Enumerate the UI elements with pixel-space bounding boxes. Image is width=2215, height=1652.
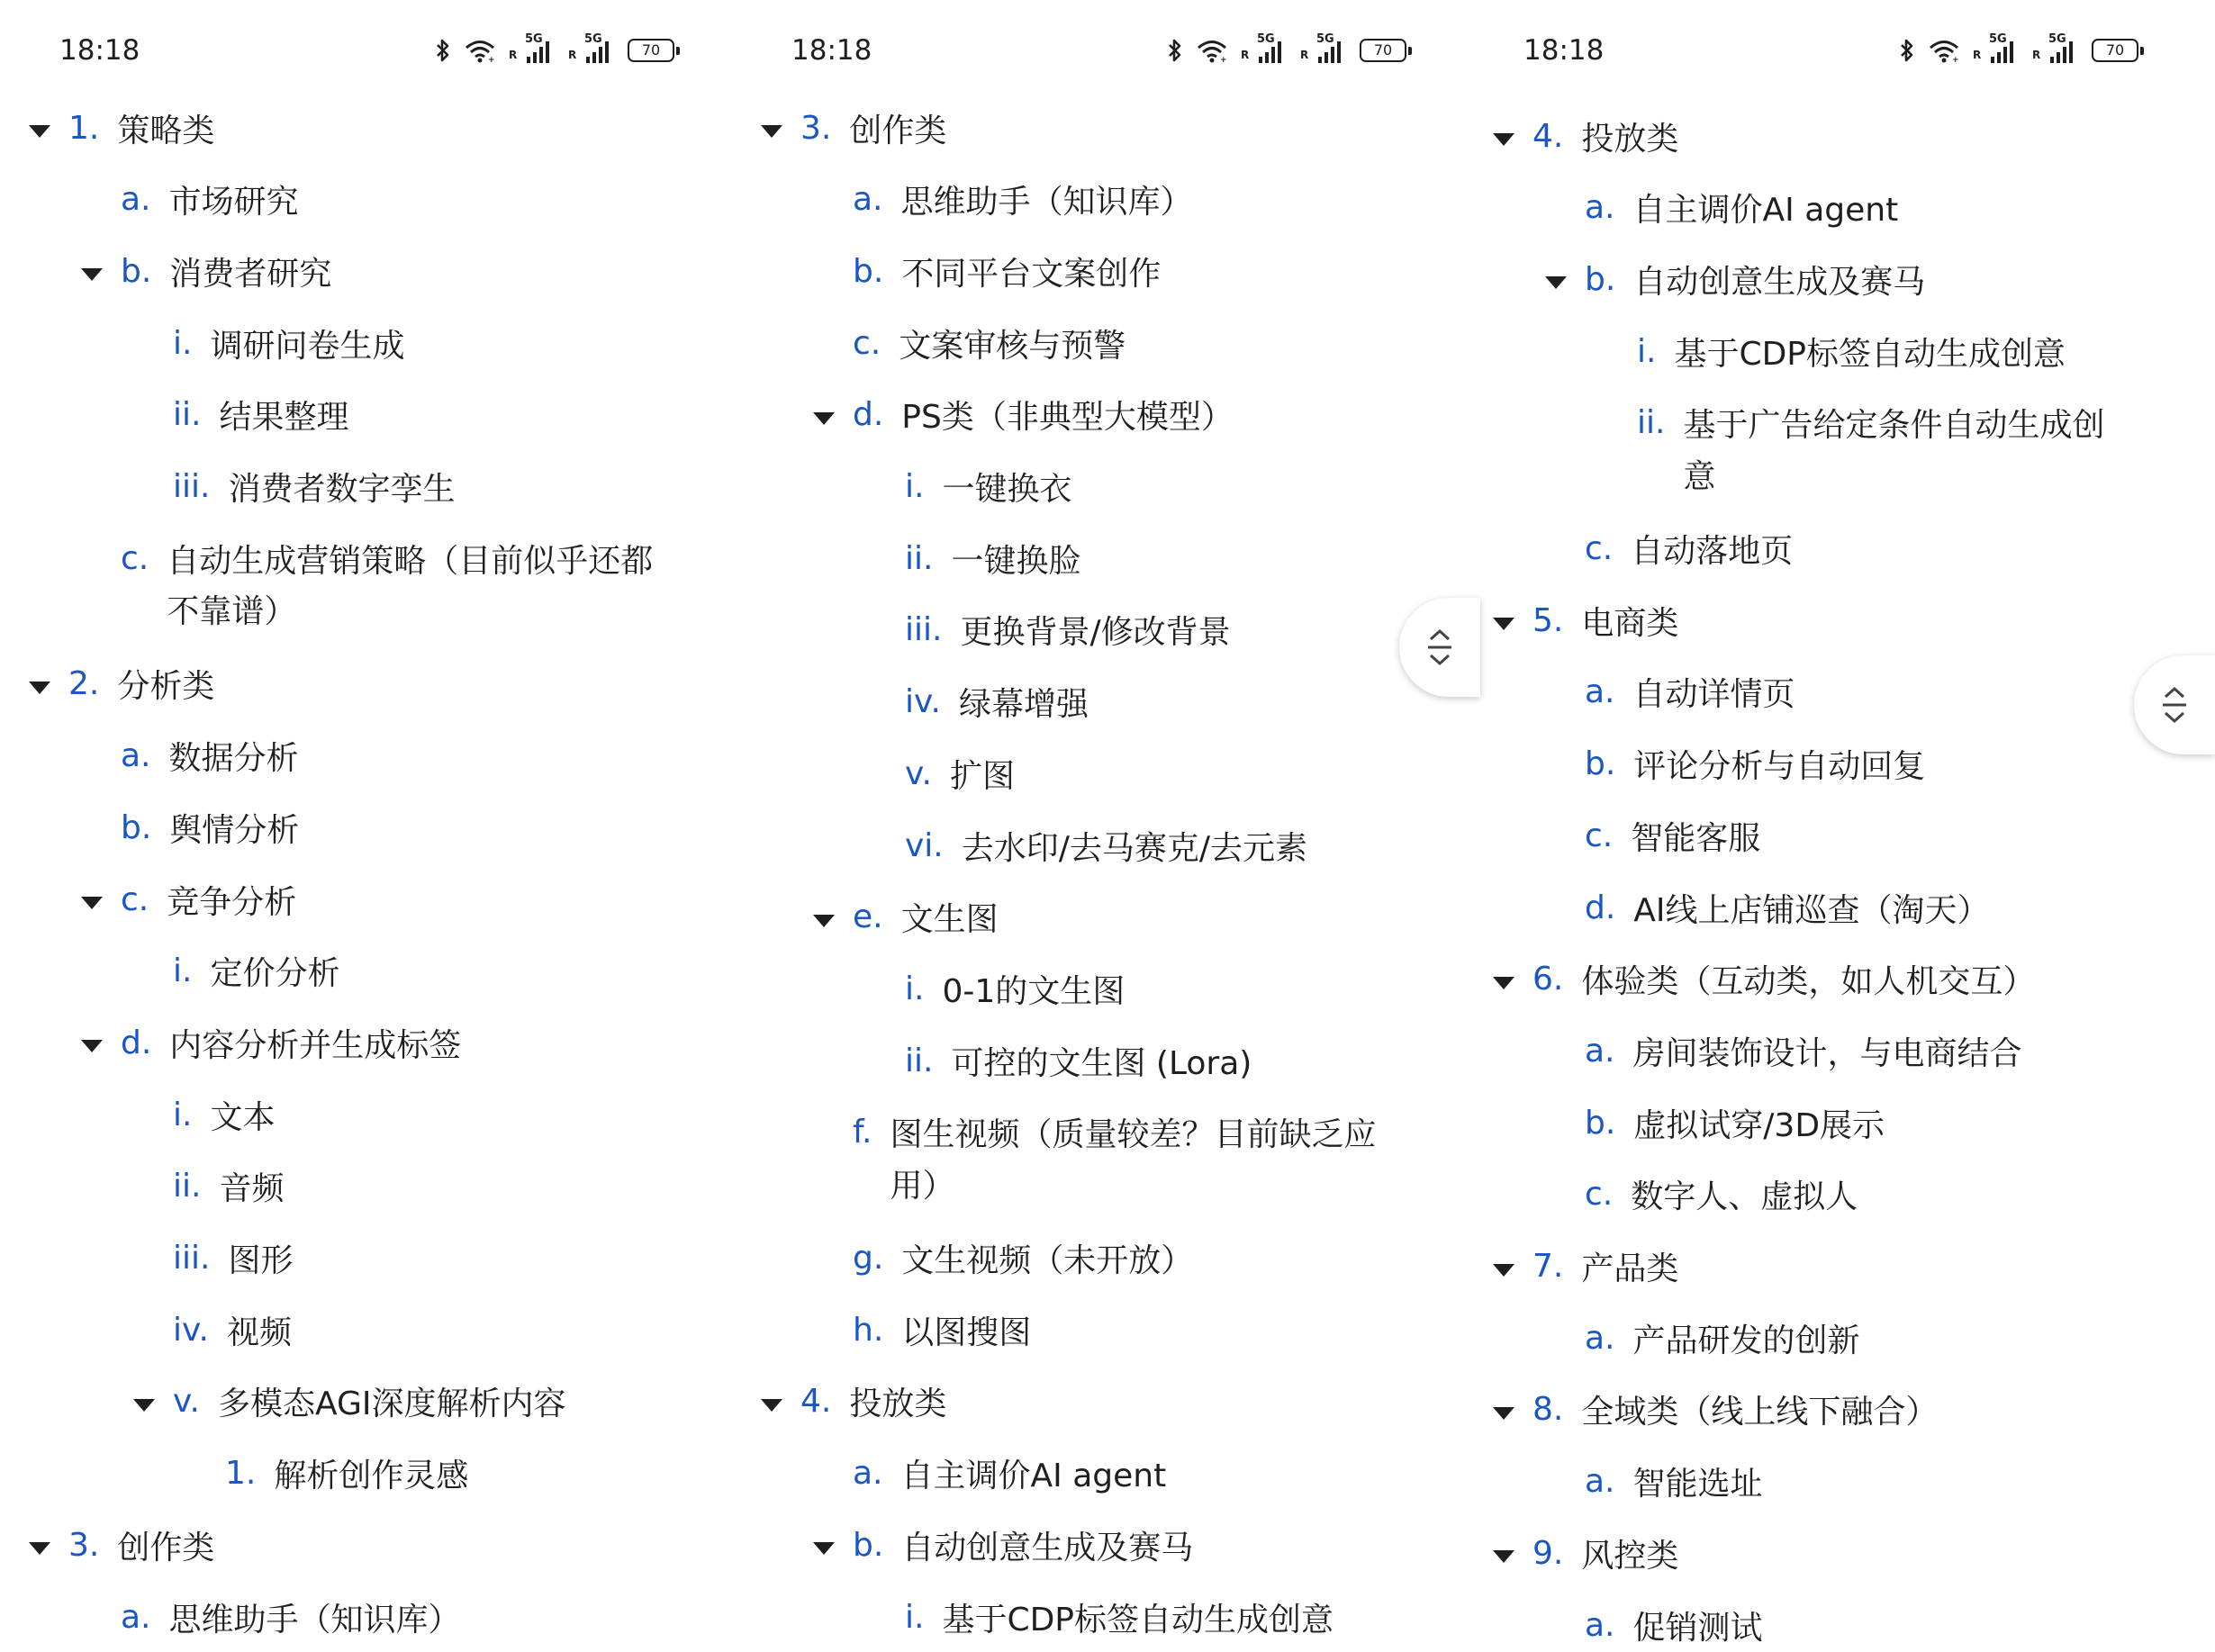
list-marker: a. [1585, 673, 1615, 711]
network-type-label: 5G [1316, 32, 1334, 46]
outline-item[interactable] [173, 388, 348, 442]
wifi-icon [464, 38, 496, 63]
outline-item[interactable] [853, 1518, 1193, 1572]
roaming-label: R [568, 49, 577, 61]
list-marker: a. [1585, 1032, 1615, 1070]
list-marker: i. [905, 970, 925, 1007]
outline-item-text: 文案审核与预警 [899, 327, 1126, 365]
outline-item[interactable] [905, 961, 1125, 1016]
svg-text:+: + [488, 56, 495, 65]
list-marker: g. [853, 1240, 884, 1277]
list-marker: f. [853, 1114, 872, 1151]
outline-item-text: 产品类 [1581, 1250, 1679, 1287]
outline-item[interactable] [905, 460, 1071, 514]
collapse-caret-icon[interactable] [1493, 977, 1514, 989]
collapse-caret-icon[interactable] [1493, 1407, 1514, 1420]
outline-item[interactable] [173, 1303, 292, 1357]
collapse-caret-icon[interactable] [813, 1542, 835, 1555]
outline-item-text: AI线上店铺巡查（淘天） [1633, 891, 1990, 929]
outline-item[interactable] [68, 1518, 214, 1572]
outline-item[interactable] [1532, 109, 1678, 163]
outline-item-text: 分析类 [117, 668, 215, 706]
outline-item-text: 创作类 [849, 112, 947, 149]
status-icons [1167, 34, 1406, 67]
list-marker: v. [905, 754, 932, 792]
network-type-label: 5G [525, 32, 543, 46]
status-time: 18:18 [1523, 34, 1605, 67]
outline-item-text: 自主调价AI agent [900, 1458, 1167, 1495]
roaming-label: R [1300, 49, 1309, 61]
collapse-caret-icon[interactable] [1493, 133, 1514, 146]
collapse-caret-icon[interactable] [133, 1399, 155, 1412]
list-marker: b. [1585, 745, 1616, 783]
outline-item[interactable] [1585, 1311, 1860, 1365]
outline-item-text: 基于CDP标签自动生成创意 [942, 1601, 1334, 1638]
list-marker: vi. [905, 826, 944, 864]
signal-icon [509, 32, 556, 66]
outline-item-text: PS类（非典型大模型） [901, 399, 1234, 437]
outline-item-text: 基于CDP标签自动生成创意 [1674, 335, 2066, 373]
outline-item[interactable] [1585, 1096, 1885, 1150]
roaming-label: R [1973, 49, 1982, 61]
list-marker: a. [121, 1598, 151, 1636]
list-marker: ii. [905, 539, 934, 577]
status-bar [1464, 0, 2196, 99]
phone-screen-3 [1464, 0, 2196, 1647]
outline-item-text: 策略类 [117, 112, 215, 149]
outline-item[interactable] [1532, 1383, 1938, 1437]
list-marker: v. [173, 1383, 200, 1421]
collapse-caret-icon[interactable] [761, 125, 782, 138]
collapse-caret-icon[interactable] [81, 897, 103, 909]
outline-item-text: 一键换衣 [942, 471, 1072, 508]
status-time: 18:18 [791, 34, 872, 67]
list-marker: 3. [800, 109, 832, 147]
battery-icon [628, 39, 674, 62]
outline-item[interactable] [1532, 1526, 1678, 1580]
outline-item[interactable] [853, 1106, 1377, 1160]
status-bar [732, 0, 1464, 99]
outline-item[interactable] [853, 1303, 1031, 1357]
list-marker: i. [905, 468, 925, 505]
outline-item[interactable] [1637, 396, 2104, 450]
list-marker: a. [853, 1455, 883, 1493]
outline-item-text: 扩图 [949, 757, 1015, 795]
collapse-caret-icon[interactable] [29, 682, 50, 694]
network-type-label: 5G [584, 32, 602, 46]
battery-icon [1360, 39, 1406, 62]
outline-item[interactable] [121, 1016, 461, 1070]
list-marker: a. [1585, 1463, 1615, 1501]
outline-item[interactable] [68, 657, 214, 711]
outline-item[interactable] [853, 173, 1193, 227]
outline-item[interactable] [1532, 952, 2035, 1007]
outline-item[interactable] [905, 603, 1231, 657]
list-marker: ii. [173, 396, 202, 434]
list-marker: h. [853, 1311, 884, 1349]
signal-icon [568, 32, 615, 66]
outline-item-text: 可控的文生图 (Lora) [951, 1044, 1252, 1082]
outline-item[interactable] [853, 890, 999, 944]
list-marker: 1. [68, 109, 100, 147]
list-marker: iii. [905, 611, 943, 649]
outline-item[interactable] [173, 1375, 565, 1429]
outline-item-text: 以图搜图 [901, 1313, 1032, 1351]
outline-item[interactable] [173, 944, 339, 998]
outline-item-text: 智能客服 [1631, 819, 1761, 857]
list-marker: iv. [173, 1311, 209, 1349]
outline-item[interactable] [121, 173, 299, 227]
outline-item[interactable] [225, 1447, 468, 1501]
list-marker: b. [1585, 1104, 1616, 1142]
outline-item[interactable] [121, 872, 296, 926]
wifi-icon [1196, 38, 1228, 63]
list-marker: 3. [68, 1526, 100, 1564]
outline-item-text: 评论分析与自动回复 [1633, 748, 1926, 786]
list-marker: 8. [1532, 1391, 1564, 1429]
list-marker: ii. [173, 1168, 202, 1205]
list-marker: b. [121, 252, 152, 290]
outline-item-text: 0-1的文生图 [942, 972, 1126, 1010]
outline-item-text: 数据分析 [168, 740, 299, 778]
list-marker: ii. [905, 1042, 934, 1079]
outline-item-text: 定价分析 [210, 955, 340, 993]
outline-item[interactable] [173, 460, 455, 514]
outline-item-text-continuation: 不靠谱） [167, 593, 297, 631]
list-marker: 5. [1532, 601, 1564, 639]
list-marker: i. [173, 1096, 193, 1133]
outline-item[interactable] [68, 101, 214, 155]
outline-item[interactable] [905, 746, 1015, 800]
collapse-caret-icon[interactable] [81, 1040, 103, 1052]
outline-item-text: 市场研究 [168, 184, 299, 221]
collapse-caret-icon[interactable] [761, 1399, 782, 1412]
outline-item-text: 自动创意生成及赛马 [1633, 263, 1926, 301]
outline-item-text: 全域类（线上线下融合） [1581, 1394, 1939, 1431]
collapse-caret-icon[interactable] [813, 915, 835, 927]
outline-item-text: 内容分析并生成标签 [169, 1026, 462, 1064]
list-marker: iii. [173, 1240, 211, 1277]
signal-icon [1300, 32, 1347, 66]
outline-item-text: 文生图 [900, 901, 999, 939]
list-marker: 2. [68, 665, 100, 703]
list-marker: a. [121, 737, 151, 775]
outline-item-text: 自动生成营销策略（目前似乎还都 [167, 542, 654, 580]
outline-item[interactable] [173, 1232, 293, 1286]
list-marker: a. [121, 181, 151, 219]
outline-item-text: 思维助手（知识库） [168, 1601, 461, 1638]
roaming-label: R [509, 49, 518, 61]
outline-item[interactable] [800, 1375, 946, 1429]
outline-item-text: 结果整理 [219, 399, 349, 437]
outline-item-text: 自动详情页 [1632, 676, 1795, 714]
outline-item-text: 调研问卷生成 [210, 327, 405, 365]
list-marker: a. [1585, 189, 1615, 227]
outline-item[interactable] [905, 531, 1080, 585]
outline-item[interactable] [1585, 1598, 1763, 1652]
outline-item-text: 视频 [226, 1313, 292, 1351]
list-marker: d. [121, 1024, 152, 1061]
status-icons [1899, 34, 2138, 67]
outline-item-text: 消费者研究 [169, 255, 332, 293]
outline-item-text: 不同平台文案创作 [901, 255, 1162, 293]
status-bar [0, 0, 732, 99]
outline-item[interactable] [1585, 252, 1925, 306]
outline-item-text: 竞争分析 [167, 883, 297, 921]
outline-item-text: 自动落地页 [1631, 533, 1794, 570]
list-marker: b. [121, 808, 152, 846]
list-marker: c. [853, 324, 881, 362]
list-marker: b. [853, 252, 884, 290]
list-marker: i. [1637, 332, 1657, 370]
outline-item[interactable] [1585, 522, 1793, 576]
svg-text:+: + [1220, 56, 1227, 65]
list-marker: i. [173, 952, 193, 990]
outline-item-text: 舆情分析 [169, 811, 300, 849]
outline-item[interactable] [121, 729, 299, 783]
list-marker: b. [1585, 260, 1616, 298]
outline-item-text: 文本 [210, 1098, 276, 1136]
collapse-caret-icon[interactable] [1493, 1264, 1514, 1277]
outline-item-text-continuation: 意 [1683, 457, 1716, 495]
bluetooth-icon [435, 38, 451, 63]
list-marker: 9. [1532, 1534, 1564, 1572]
outline-item[interactable] [1585, 808, 1760, 862]
list-marker: a. [1585, 1606, 1615, 1644]
list-marker: i. [905, 1598, 925, 1636]
outline-item[interactable] [1585, 665, 1795, 719]
outline-item-text: 体验类（互动类，如人机交互） [1581, 963, 2036, 1001]
list-marker: 4. [800, 1383, 832, 1421]
list-marker: 7. [1532, 1248, 1564, 1285]
list-marker: iv. [905, 683, 941, 721]
outline-item-text: 消费者数字孪生 [228, 471, 456, 508]
outline-item[interactable] [121, 531, 653, 585]
outline-item-text: 思维助手（知识库） [900, 184, 1193, 221]
collapse-caret-icon[interactable] [29, 1542, 50, 1555]
outline-item[interactable] [1585, 1024, 2022, 1078]
list-marker: 1. [225, 1455, 257, 1493]
outline-item[interactable] [1585, 737, 1925, 791]
outline-item[interactable] [1532, 1240, 1678, 1294]
collapse-caret-icon[interactable] [1545, 276, 1567, 289]
outline-item[interactable] [853, 1447, 1166, 1501]
outline-item[interactable] [1532, 593, 1678, 647]
list-marker: ii. [1637, 404, 1666, 442]
outline-item-text: 产品研发的创新 [1632, 1322, 1860, 1359]
outline-item-text: 自主调价AI agent [1632, 192, 1899, 230]
outline-item[interactable] [800, 101, 946, 155]
outline-item[interactable] [853, 388, 1234, 442]
outline-item-text: 图生视频（质量较差？目前缺乏应 [890, 1116, 1377, 1154]
svg-text:+: + [1952, 56, 1959, 65]
list-marker: d. [1585, 889, 1616, 926]
list-marker: iii. [173, 468, 211, 505]
signal-icon [2032, 32, 2079, 66]
outline-item[interactable] [1585, 1168, 1858, 1222]
collapse-caret-icon[interactable] [81, 268, 103, 281]
list-marker: c. [1585, 817, 1614, 854]
outline-item-text: 一键换脸 [951, 542, 1081, 580]
outline-item-text: 音频 [219, 1170, 285, 1208]
outline-item[interactable] [173, 316, 404, 370]
outline-item[interactable] [121, 1590, 461, 1644]
list-marker: 6. [1532, 961, 1564, 998]
collapse-caret-icon[interactable] [813, 412, 835, 425]
list-marker: c. [121, 880, 149, 918]
battery-level: 70 [2105, 41, 2125, 59]
outline-item-text: 更换背景/修改背景 [960, 614, 1231, 652]
outline-item[interactable] [905, 675, 1089, 729]
network-type-label: 5G [2048, 32, 2066, 46]
status-time: 18:18 [59, 34, 140, 67]
phone-screen-1 [0, 0, 732, 1638]
wifi-icon [1928, 38, 1960, 63]
list-marker: i. [173, 324, 193, 362]
status-icons [435, 34, 674, 67]
outline-item-text-continuation: 用） [890, 1167, 955, 1205]
outline-item-text: 风控类 [1581, 1537, 1679, 1575]
outline-item[interactable] [905, 818, 1307, 872]
outline-item[interactable] [1585, 880, 1990, 934]
battery-level: 70 [641, 41, 661, 59]
outline-item-text: 多模态AGI深度解析内容 [217, 1386, 566, 1423]
roaming-label: R [1241, 49, 1250, 61]
phone-screen-2 [732, 0, 1464, 1638]
outline-item-text: 自动创意生成及赛马 [901, 1529, 1194, 1566]
list-marker: c. [1585, 530, 1614, 567]
list-marker: e. [853, 898, 883, 936]
outline-item[interactable] [121, 244, 331, 298]
network-type-label: 5G [1989, 32, 2007, 46]
collapse-caret-icon[interactable] [29, 125, 50, 138]
outline-item-text: 投放类 [1581, 120, 1679, 158]
battery-icon [2092, 39, 2138, 62]
list-marker: a. [853, 181, 883, 219]
outline-item-text: 数字人、虚拟人 [1631, 1178, 1858, 1216]
collapse-caret-icon[interactable] [1493, 618, 1514, 630]
outline-item-text: 电商类 [1581, 604, 1679, 642]
outline-item-text: 解析创作灵感 [274, 1458, 469, 1495]
outline-item-text: 文生视频（未开放） [901, 1242, 1194, 1279]
outline-item-text: 去水印/去马赛克/去元素 [961, 829, 1308, 867]
outline-item[interactable] [905, 1034, 1252, 1088]
bluetooth-icon [1899, 38, 1915, 63]
outline-item[interactable] [173, 1088, 275, 1142]
outline-item-text: 投放类 [849, 1386, 947, 1423]
outline-item-text: 绿幕增强 [958, 686, 1089, 724]
outline-item[interactable] [1585, 1455, 1763, 1509]
outline-item-text: 基于广告给定条件自动生成创 [1683, 407, 2105, 445]
outline-item[interactable] [1585, 181, 1898, 235]
outline-item-text: 创作类 [117, 1529, 215, 1566]
outline-item-text: 智能选址 [1632, 1466, 1763, 1503]
outline-item-text: 虚拟试穿/3D展示 [1633, 1106, 1885, 1144]
outline-item[interactable] [1637, 324, 2066, 378]
list-marker: a. [1585, 1319, 1615, 1357]
list-marker: b. [853, 1526, 884, 1564]
outline-item[interactable] [853, 244, 1161, 298]
outline-item[interactable] [173, 1160, 284, 1214]
signal-icon [1973, 32, 2020, 66]
signal-icon [1241, 32, 1288, 66]
outline-item-text: 图形 [228, 1242, 294, 1279]
outline-item-text: 房间装饰设计，与电商结合 [1632, 1034, 2022, 1072]
roaming-label: R [2032, 49, 2041, 61]
collapse-caret-icon[interactable] [1493, 1550, 1514, 1563]
outline-item[interactable] [121, 800, 299, 854]
list-marker: d. [853, 396, 884, 434]
bluetooth-icon [1167, 38, 1183, 63]
outline-item[interactable] [905, 1590, 1334, 1644]
outline-item-text: 促销测试 [1632, 1609, 1763, 1647]
list-marker: c. [121, 539, 149, 577]
outline-item[interactable] [853, 316, 1126, 370]
outline-item[interactable] [853, 1232, 1193, 1286]
list-marker: c. [1585, 1176, 1614, 1214]
list-marker: 4. [1532, 117, 1564, 155]
battery-level: 70 [1373, 41, 1393, 59]
network-type-label: 5G [1257, 32, 1275, 46]
